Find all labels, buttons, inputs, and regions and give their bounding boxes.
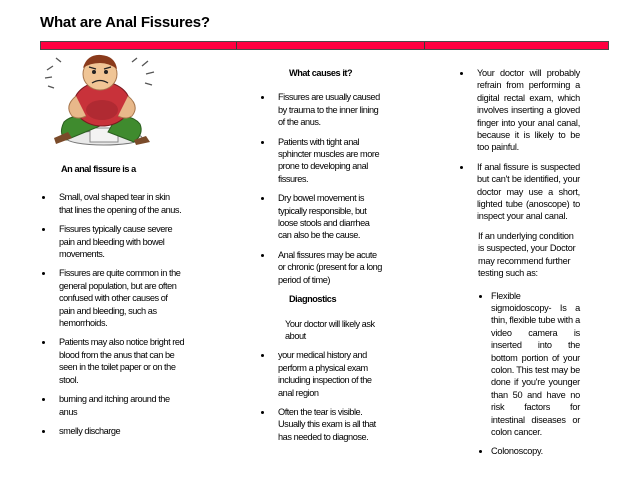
list-item: Fissures typically cause severe pain and bleeding with bowel movements. (40, 223, 185, 260)
list-item: burning and itching around the anus (40, 393, 185, 418)
column-3 (458, 67, 580, 465)
section-heading: Diagnostics (289, 294, 337, 305)
page-title: What are Anal Fissures? (40, 14, 210, 31)
list-item: smelly discharge (40, 425, 185, 437)
list-item: Colonoscopy. (478, 445, 580, 457)
list-item: Often the tear is visible. Usually this exam is all that has needed to diagnose. (259, 406, 382, 443)
tests-list (458, 290, 580, 458)
list-item: Your doctor will probably refrain from performing a digital rectal exam, which involves inserting a gloved finger into your anal canal, because it is likely to be too painful. (458, 67, 580, 154)
band-divider (424, 42, 425, 49)
column-2 (259, 67, 382, 450)
diagnostics-list (259, 349, 382, 443)
diagnostics-intro: Your doctor will likely ask about (285, 318, 375, 341)
section-heading: An anal fissure is a (61, 164, 136, 174)
list-item: Fissures are quite common in the general population, but are often confused with other causes of pain and bleeding, such as hemorrhoids. (40, 267, 185, 329)
section-heading: What causes it? (289, 68, 353, 78)
band-divider (236, 42, 237, 49)
list-item: Flexible sigmoidoscopy- Is a thin, flexible tube with a video camera is inserted into the bottom portion of your colon. This test may be done if you're younger than 50 and have no risk factors for intestinal diseases or colon cancer. (478, 290, 580, 439)
list-item: your medical history and perform a physical exam including inspection of the anal region (259, 349, 382, 399)
list-item: If anal fissure is suspected but can't be identified, your doctor may use a short, lighted tube (anoscope) to inspect your anal canal. (458, 161, 580, 223)
list-item: Patients with tight anal sphincter muscles are more prone to developing anal fissures. (259, 136, 382, 186)
list-item: Anal fissures may be acute or chronic (present for a long period of time) (259, 249, 382, 286)
list-item: Dry bowel movement is typically responsible, but loose stools and diarrhea can also be the cause. (259, 192, 382, 242)
list-item: Fissures are usually caused by trauma to the inner lining of the anus. (259, 91, 382, 128)
man-on-toilet-illustration (42, 52, 162, 150)
column-1 (40, 163, 185, 444)
testing-paragraph: If an underlying condition is suspected, your Doctor may recommend further testing such as: (478, 230, 576, 279)
causes-list (259, 91, 382, 286)
exam-list (458, 67, 580, 223)
fissure-definition-list (40, 191, 185, 437)
list-item: Small, oval shaped tear in skin that lines the opening of the anus. (40, 191, 185, 216)
header-band (40, 41, 609, 50)
list-item: Patients may also notice bright red blood from the anus that can be seen in the toilet paper or on the stool. (40, 336, 185, 386)
